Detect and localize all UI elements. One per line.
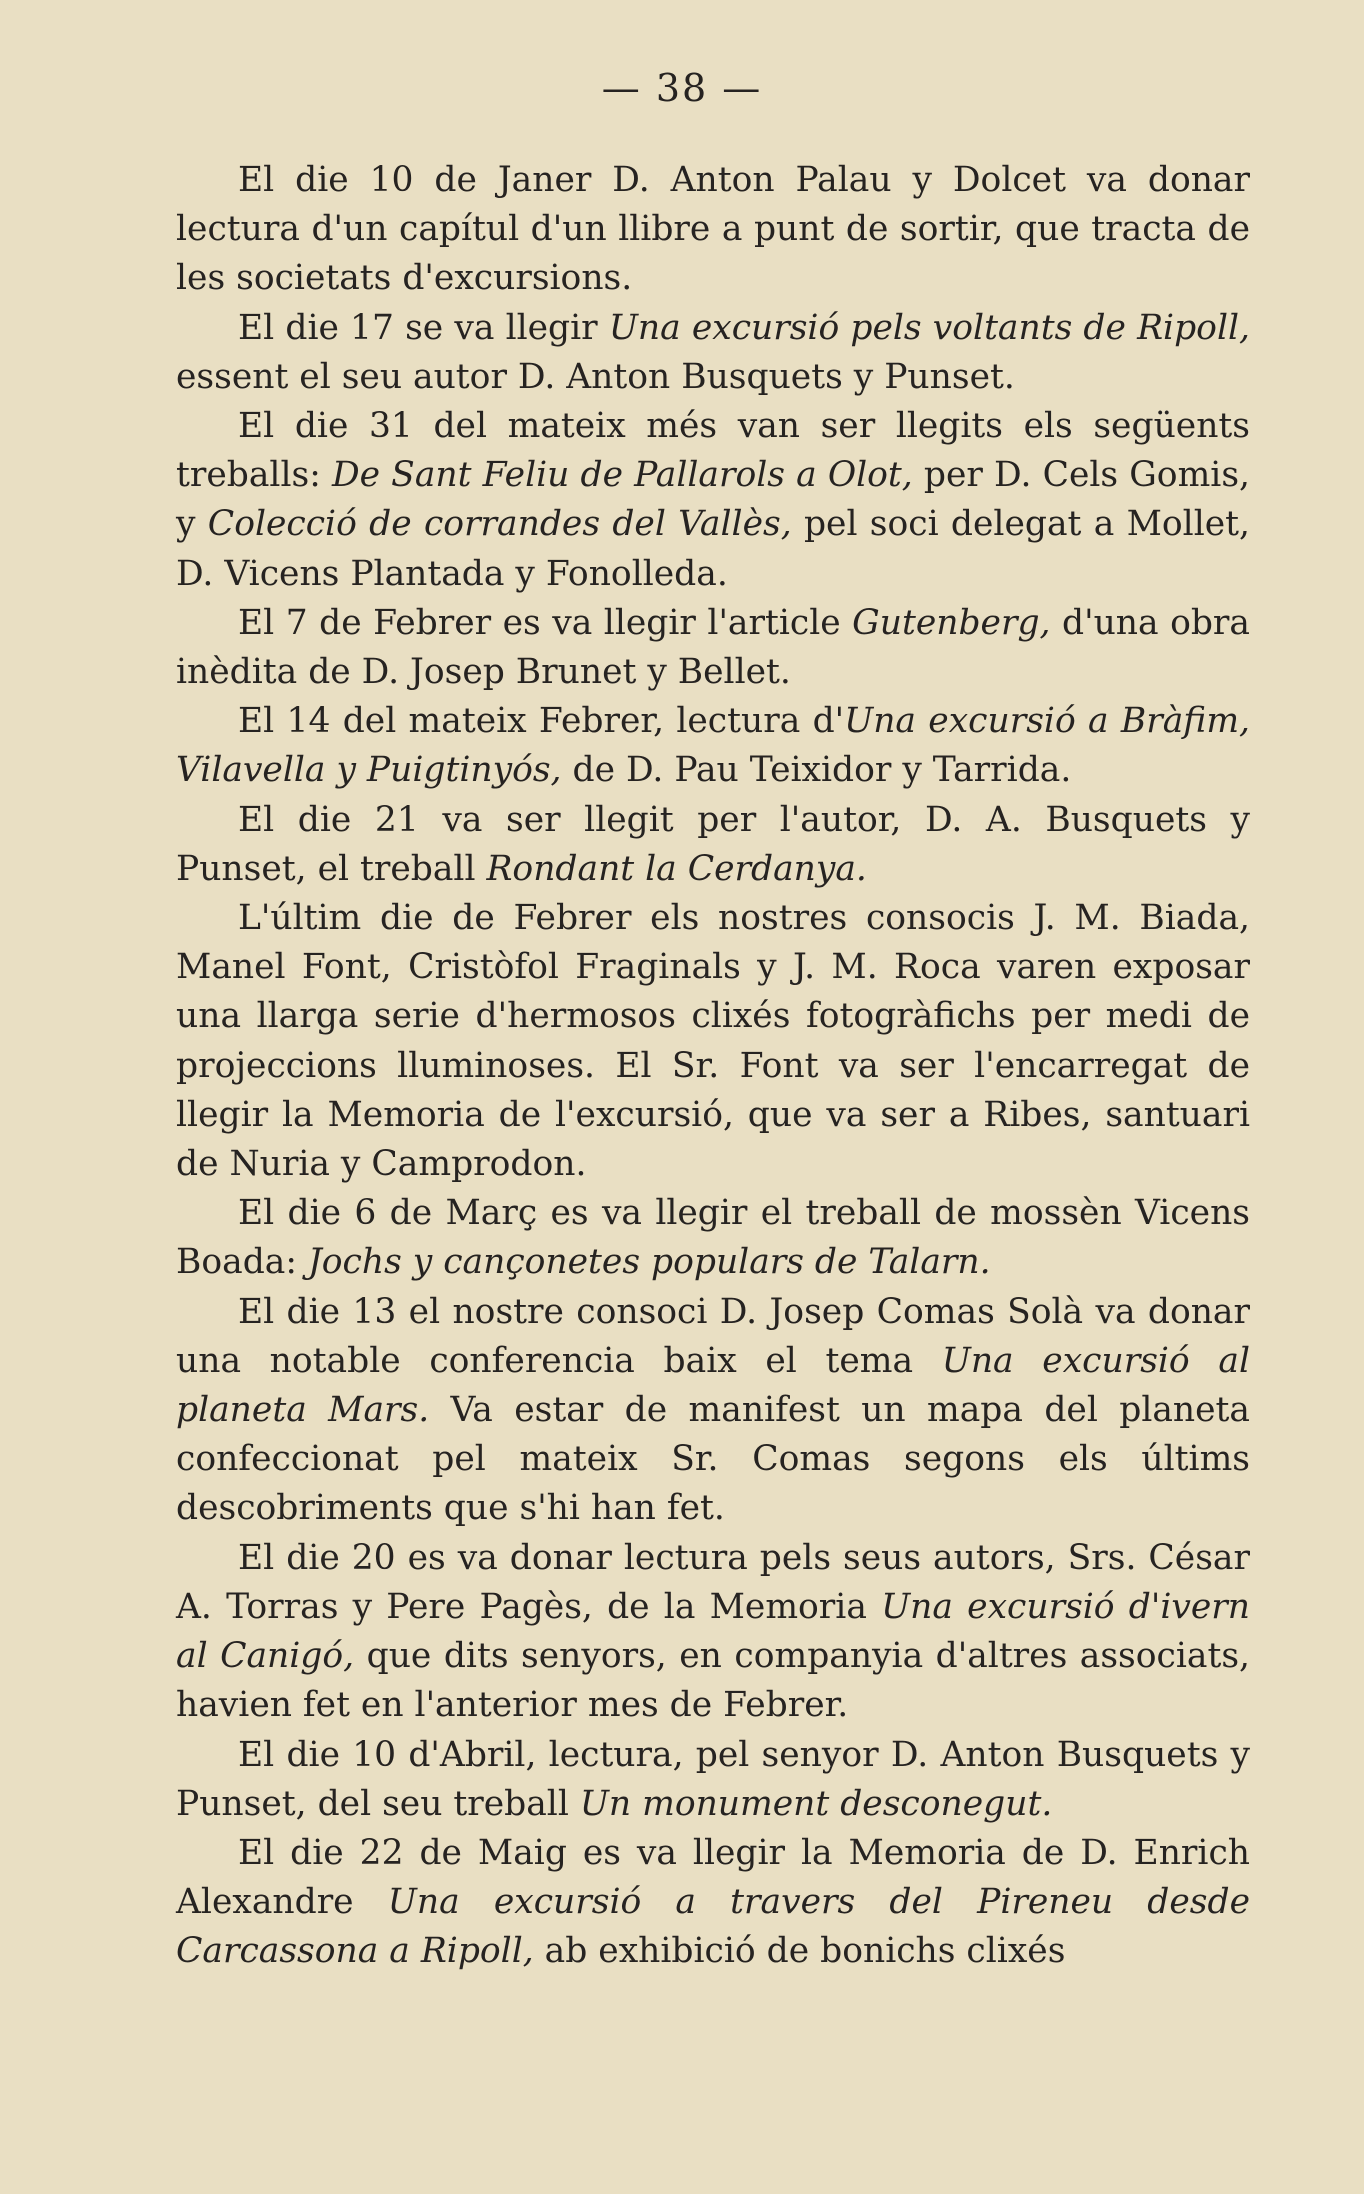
body-text bbox=[176, 156, 1250, 1977]
text-run: pel soci delegat a Mollet, D. Vicens Plantada y Fonolleda. bbox=[176, 504, 1250, 594]
text-run: El die 10 d'Abril, lectura, pel senyor D. Anton Busquets y Punset, del seu treball bbox=[176, 1734, 1250, 1824]
text-run: El die 22 de Maig es va llegir la Memoria de D. Enrich Alexandre bbox=[176, 1832, 1250, 1923]
italic-title: Una excursió a travers del Pireneu desde Carcassona a Ripoll, bbox=[176, 1882, 1251, 1972]
text-run: El die 17 se va llegir bbox=[238, 307, 609, 348]
text-run: de D. Pau Teixidor y Tarrida. bbox=[561, 750, 1072, 791]
text-run: El die 10 de Janer D. Anton Palau y Dolcet va donar lectura d'un capítul d'un llibre a punt de sortir, que tracta de les societats d'excursions. bbox=[176, 160, 1250, 299]
text-run: El die 21 va ser llegit per l'autor, D. A. Busquets y Punset, el treball bbox=[176, 799, 1250, 889]
paragraph bbox=[176, 1731, 1250, 1829]
text-run: Va estar de manifest un mapa del planeta confeccionat pel mateix Sr. Comas segons els últims descobriments que s'hi han fet. bbox=[176, 1390, 1250, 1529]
paragraph bbox=[176, 894, 1250, 1189]
text-run: El die 20 es va donar lectura pels seus autors, Srs. César A. Torras y Pere Pagès, de la Memoria bbox=[176, 1537, 1250, 1627]
text-run: El die 6 de Març es va llegir el treball de mossèn Vicens Boada: bbox=[176, 1193, 1250, 1283]
paragraph bbox=[176, 402, 1250, 599]
text-run: ab exhibició de bonichs clixés bbox=[533, 1931, 1066, 1972]
italic-title: Un monument desconegut. bbox=[579, 1783, 1053, 1824]
italic-title: Rondant la Cerdanya. bbox=[486, 848, 867, 889]
italic-title: Colecció de corrandes del Vallès, bbox=[207, 504, 792, 545]
italic-title: Una excursió d'ivern al Canigó, bbox=[176, 1586, 1250, 1677]
text-run: El die 31 del mateix més van ser llegits els següents treballs: bbox=[176, 406, 1250, 496]
text-run: El die 13 el nostre consoci D. Josep Comas Solà va donar una notable conferencia baix el tema bbox=[176, 1291, 1250, 1381]
italic-title: Una excursió al planeta Mars. bbox=[176, 1340, 1250, 1431]
paragraph bbox=[176, 796, 1250, 894]
paragraph bbox=[176, 697, 1250, 795]
text-run: d'una obra inèdita de D. Josep Brunet y Bellet. bbox=[176, 602, 1250, 693]
text-run: El 14 del mateix Febrer, lectura d' bbox=[238, 701, 845, 742]
italic-title: Gutenberg, bbox=[852, 602, 1051, 643]
text-run: per D. Cels Gomis, y bbox=[176, 455, 1251, 545]
paragraph bbox=[176, 1829, 1250, 1977]
paragraph bbox=[176, 1288, 1250, 1534]
text-run: L'últim die de Febrer els nostres consocis J. M. Biada, Manel Font, Cristòfol Fraginals y J. M. Roca varen exposar una llarga serie d'hermosos clixés fotogràfichs per medi de projeccions lluminoses. El Sr. Font va ser l'encarregat de llegir la Memoria de l'excursió, que va ser a Ribes, santuari de Nuria y Camprodon. bbox=[176, 898, 1250, 1185]
italic-title: Jochs y cançonetes populars de Talarn. bbox=[307, 1242, 991, 1283]
paragraph bbox=[176, 1189, 1250, 1287]
page-number: — 38 — bbox=[601, 66, 763, 110]
italic-title: Una excursió a Bràfim, Vilavella y Puigtinyós, bbox=[176, 701, 1251, 791]
italic-title: Una excursió pels voltants de Ripoll, bbox=[608, 307, 1250, 348]
paragraph bbox=[176, 304, 1250, 402]
paragraph bbox=[176, 156, 1250, 304]
text-run: essent el seu autor D. Anton Busquets y Punset. bbox=[176, 356, 1015, 397]
paragraph bbox=[176, 599, 1250, 697]
text-run: El 7 de Febrer es va llegir l'article bbox=[238, 602, 853, 643]
paragraph bbox=[176, 1534, 1250, 1731]
italic-title: De Sant Feliu de Pallarols a Olot, bbox=[331, 455, 913, 496]
text-run: que dits senyors, en companyia d'altres associats, havien fet en l'anterior mes de Febrer. bbox=[176, 1636, 1250, 1726]
